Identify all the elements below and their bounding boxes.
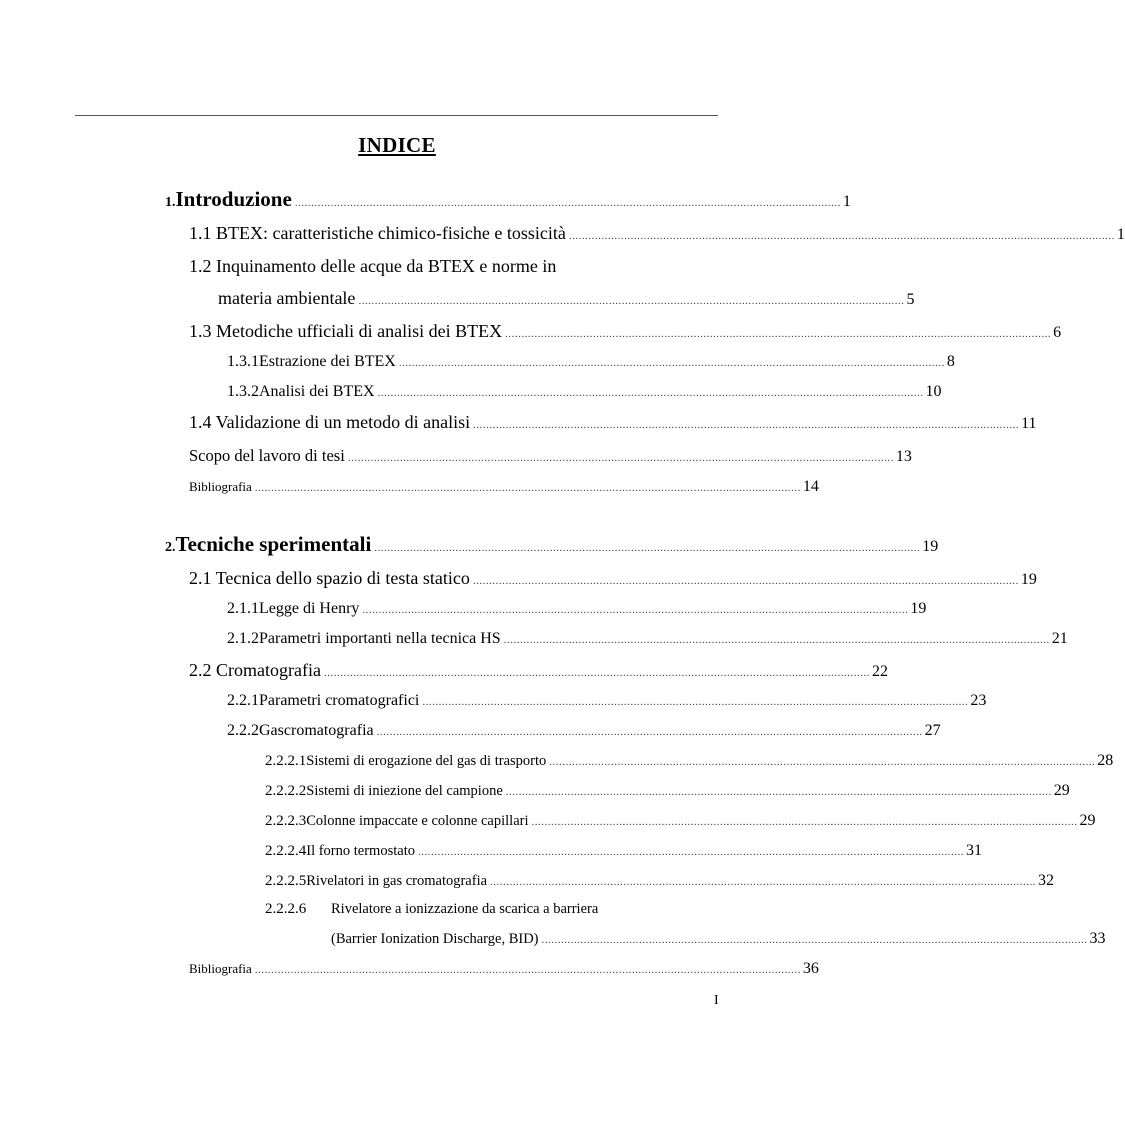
toc-page: 22 [871,663,888,680]
toc-label: 1.3 Metodiche ufficiali di analisi dei BTEX [189,321,503,341]
leader-dots: ........................................................................................................................................................................ [505,328,1052,340]
toc-number: 2. [165,540,176,555]
toc-page: 32 [1038,872,1055,889]
leader-dots: ........................................................................................................................................................................ [294,197,841,209]
toc-label: 1.1 BTEX: caratteristiche chimico-fisiche e tossicità [189,223,566,243]
toc-number: 1. [165,195,176,210]
toc-entry-bibliografia-2[interactable] [189,960,819,978]
toc-label: 2.1 Tecnica dello spazio di testa statico [189,568,470,588]
toc-entry-2-1-1[interactable] [227,600,927,618]
toc-entry-2-1-2[interactable] [227,630,1068,648]
toc-label: Sistemi di iniezione del campione [306,783,503,799]
toc-page: 1 [1116,226,1125,243]
toc-number: 2.2.1 [227,692,259,709]
leader-dots: ........................................................................................................................................................................ [323,667,870,679]
toc-label: 1.2 Inquinamento delle acque da BTEX e norme in [189,256,557,276]
leader-dots: ........................................................................................................................................................................ [531,816,1078,828]
toc-label: Sistemi di erogazione del gas di trasporto [306,753,547,769]
toc-entry-2-2-2-4[interactable] [265,842,982,860]
toc-number: 2.2.2.2 [265,783,307,799]
toc-entry-1-3-1[interactable] [227,353,955,371]
toc-entry-2-2-2[interactable] [227,722,941,740]
leader-dots: ........................................................................................................................................................................ [254,482,801,494]
leader-dots: ........................................................................................................................................................................ [374,542,921,554]
toc-label: Introduzione [175,187,292,211]
leader-dots: ........................................................................................................................................................................ [377,387,924,399]
toc-page: 11 [1021,415,1037,432]
leader-dots: ........................................................................................................................................................................ [473,419,1020,431]
leader-dots: ........................................................................................................................................................................ [358,295,905,307]
toc-label: Parametri importanti nella tecnica HS [259,630,501,647]
toc-label: (Barrier Ionization Discharge, BID) [331,931,539,947]
leader-dots: ........................................................................................................................................................................ [362,604,909,616]
toc-number: 2.2.2.5 [265,873,307,889]
toc-label: Tecniche sperimentali [175,532,372,556]
toc-entry-1-3[interactable] [189,321,1062,342]
toc-page: 5 [906,291,915,308]
toc-entry-2-2[interactable] [189,660,888,681]
toc-entry-1-3-2[interactable] [227,383,942,401]
header-rule [75,115,718,116]
toc-entry-2-2-2-5[interactable] [265,872,1055,890]
leader-dots: ........................................................................................................................................................................ [568,230,1115,242]
leader-dots: ........................................................................................................................................................................ [347,452,894,464]
toc-page: 31 [965,842,982,859]
toc-label: Gascromatografia [259,722,374,739]
toc-label: Parametri cromatografici [259,692,420,709]
toc-label: Bibliografia [189,479,252,494]
toc-page: 36 [802,960,819,977]
toc-page: 21 [1051,630,1068,647]
toc-number: 2.2.2.1 [265,753,307,769]
leader-dots: ........................................................................................................................................................................ [398,357,945,369]
toc-page: 10 [925,383,942,400]
toc-number: 1.3.2 [227,383,259,400]
leader-dots: ........................................................................................................................................................................ [376,726,923,738]
leader-dots: ........................................................................................................................................................................ [254,964,801,976]
toc-label: Rivelatore a ionizzazione da scarica a barriera [331,901,599,917]
toc-page: 8 [946,353,955,370]
toc-page: 27 [924,722,941,739]
leader-dots: ........................................................................................................................................................................ [505,786,1052,798]
leader-dots: ........................................................................................................................................................................ [472,575,1019,587]
leader-dots: ........................................................................................................................................................................ [417,846,964,858]
toc-page: 14 [802,478,819,495]
toc-label: Il forno termostato [306,843,415,859]
toc-entry-1-2-line2[interactable] [218,288,915,309]
leader-dots: ........................................................................................................................................................................ [541,934,1088,946]
toc-label: Colonne impaccate e colonne capillari [306,813,529,829]
toc-page: 33 [1089,930,1106,947]
toc-label: Rivelatori in gas cromatografia [306,873,488,889]
toc-number: 2.2.2.4 [265,843,307,859]
toc-entry-2-2-2-6-line2[interactable] [331,930,1106,948]
toc-number: 2.2.2 [227,722,259,739]
toc-label: Estrazione dei BTEX [259,353,396,370]
toc-entry-2-2-1[interactable] [227,692,987,710]
toc-page: 13 [895,448,912,465]
leader-dots: ........................................................................................................................................................................ [490,876,1037,888]
toc-number: 2.1.1 [227,600,259,617]
toc-page: 29 [1053,782,1070,799]
toc-entry-2-2-2-6-line1[interactable] [265,901,681,918]
toc-entry-1-4[interactable] [189,412,1037,433]
toc-entry-2-1[interactable] [189,568,1037,589]
toc-label: Legge di Henry [259,600,360,617]
toc-number: 2.1.2 [227,630,259,647]
toc-page: 23 [970,692,987,709]
page-number: I [714,993,719,1008]
toc-chapter-1[interactable] [165,187,851,212]
leader-dots: ........................................................................................................................................................................ [422,696,969,708]
toc-number: 2.2.2.3 [265,813,307,829]
toc-label: Scopo del lavoro di tesi [189,446,345,465]
toc-number: 1.3.1 [227,353,259,370]
toc-entry-1-1[interactable] [189,223,1125,244]
toc-entry-2-2-2-3[interactable] [265,812,1096,830]
toc-number: 2.2.2.6 [265,901,307,917]
toc-entry-2-2-2-1[interactable] [265,752,1114,770]
toc-page: 28 [1097,752,1114,769]
toc-label: Bibliografia [189,961,252,976]
toc-page: 29 [1079,812,1096,829]
toc-label: 2.2 Cromatografia [189,660,321,680]
leader-dots: ........................................................................................................................................................................ [549,756,1096,768]
toc-entry-bibliografia-1[interactable] [189,478,819,496]
toc-chapter-2[interactable] [165,532,939,557]
toc-page: 6 [1053,324,1062,341]
toc-page: 19 [922,538,939,555]
toc-label: Analisi dei BTEX [259,383,375,400]
leader-dots: ........................................................................................................................................................................ [503,634,1050,646]
toc-entry-scopo[interactable] [189,446,912,466]
toc-label: 1.4 Validazione di un metodo di analisi [189,412,471,432]
toc-page: 19 [910,600,927,617]
toc-entry-2-2-2-2[interactable] [265,782,1070,800]
toc-entry-1-2-line1[interactable] [189,256,681,277]
toc-label: materia ambientale [218,288,356,308]
toc-page: 1 [842,193,851,210]
page-title: INDICE [358,133,436,157]
toc-page: 19 [1020,571,1037,588]
